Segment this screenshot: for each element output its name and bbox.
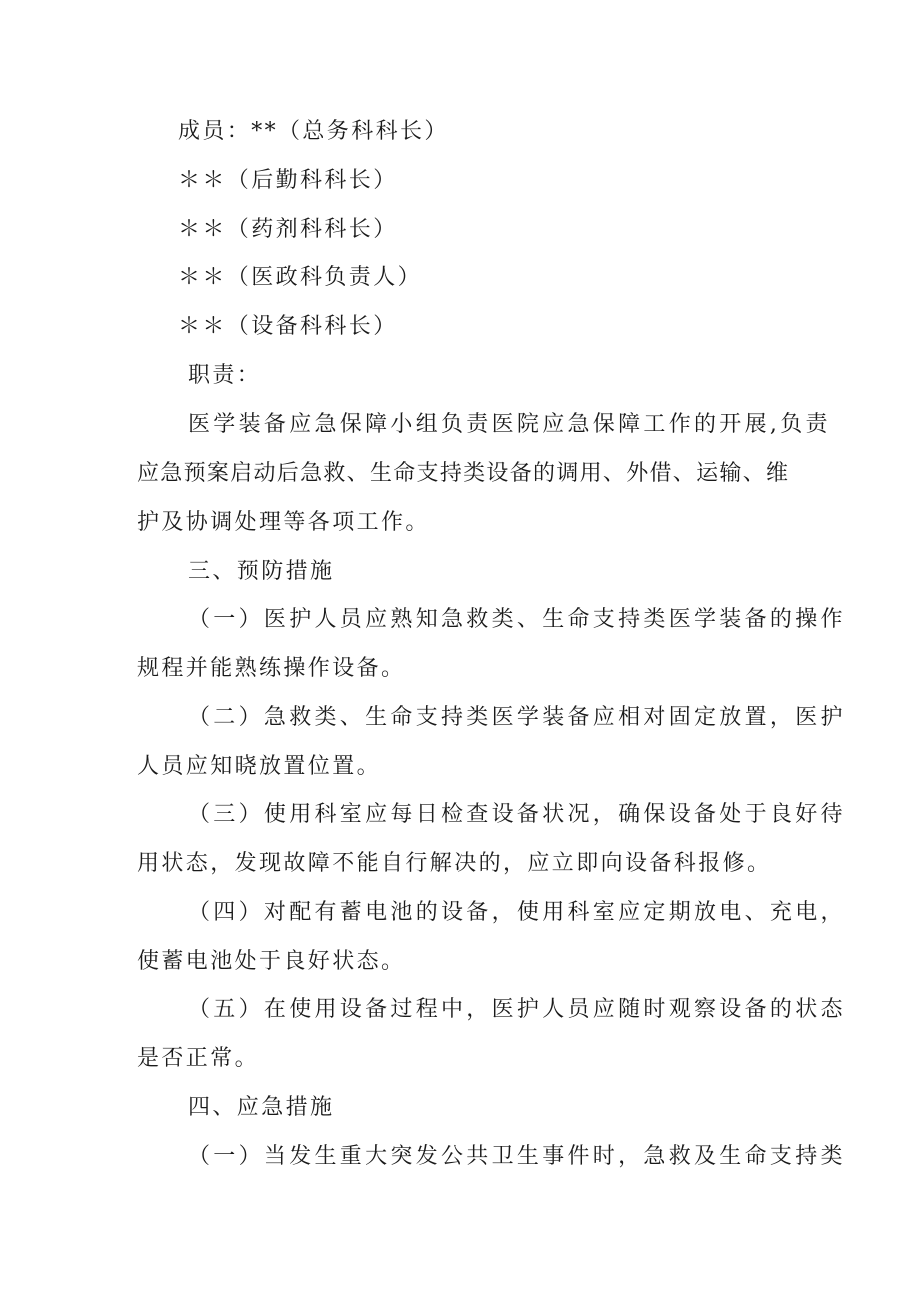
section-item-line: （一）医护人员应熟知急救类、生命支持类医学装备的操作 [188, 607, 846, 632]
member-leader: 成员：**（总务科科长） [178, 119, 449, 144]
duties-paragraph-line: 护及协调处理等各项工作。 [137, 510, 430, 535]
section-item-line: 使蓄电池处于良好状态。 [137, 949, 406, 974]
section-item-line: （一）当发生重大突发公共卫生事件时，急救及生命支持类 [188, 1144, 846, 1169]
section-item-line: （四）对配有蓄电池的设备，使用科室应定期放电、充电， [188, 900, 846, 925]
section-item-line: （五）在使用设备过程中，医护人员应随时观察设备的状态 [188, 997, 846, 1022]
section-item-line: 规程并能熟练操作设备。 [137, 656, 406, 681]
member-line: ＊＊（药剂科科长） [178, 217, 398, 242]
section-item-line: （三）使用科室应每日检查设备状况，确保设备处于良好待 [188, 802, 846, 827]
member-line: ＊＊（设备科科长） [178, 314, 398, 339]
duties-paragraph-line: 应急预案启动后急救、生命支持类设备的调用、外借、运输、维 [137, 461, 788, 486]
section-item-line: 是否正常。 [137, 1046, 260, 1071]
section-item-line: （二）急救类、生命支持类医学装备应相对固定放置，医护 [188, 705, 846, 730]
section-heading: 四、应急措施 [188, 1095, 335, 1120]
duties-heading: 职责： [188, 363, 262, 388]
duties-paragraph-line: 医学装备应急保障小组负责医院应急保障工作的开展,负责 [188, 412, 831, 437]
member-line: ＊＊（后勤科科长） [178, 168, 398, 193]
member-line: ＊＊（医政科负责人） [178, 265, 423, 290]
section-heading: 三、预防措施 [188, 559, 335, 584]
section-item-line: 人员应知晓放置位置。 [137, 754, 382, 779]
section-item-line: 用状态，发现故障不能自行解决的，应立即向设备科报修。 [137, 851, 772, 876]
